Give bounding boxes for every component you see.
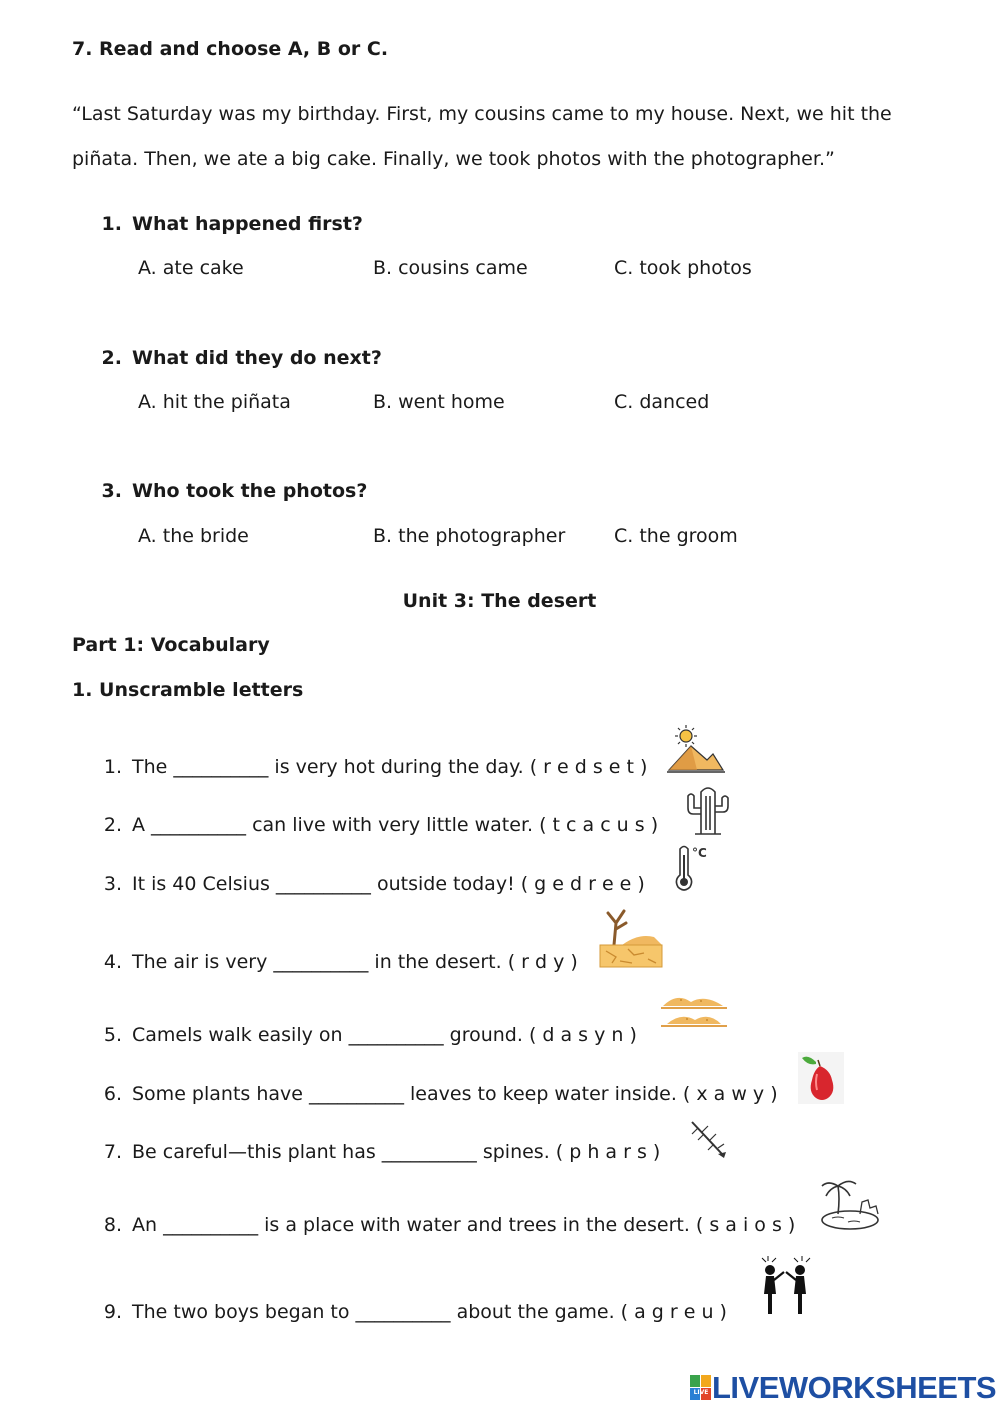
option-c[interactable]: C. took photos [614,257,752,279]
question-text: Who took the photos? [132,480,368,502]
question-number: 3. [101,480,122,502]
waxy-fruit-icon [798,1052,844,1104]
item-number: 5. [103,1024,122,1046]
svg-text:LIVE: LIVE [693,1389,709,1396]
item-sentence: Be careful—this plant has __________ spines. ( p h a r s ) [132,1141,661,1163]
item-sentence: The air is very __________ in the desert. ( r d y ) [132,951,578,973]
passage-line: “Last Saturday was my birthday. First, my cousins came to my house. Next, we hit the [72,103,892,125]
item-number: 6. [103,1083,122,1105]
desert-sun-icon [667,724,725,776]
arguing-boys-icon [756,1254,814,1318]
item-sentence: An __________ is a place with water and trees in the desert. ( s a i o s ) [132,1214,796,1236]
oasis-icon [818,1174,882,1232]
unit-title: Unit 3: The desert [402,590,597,612]
item-sentence: A __________ can live with very little water. ( t c a c u s ) [132,814,659,836]
question-text: What did they do next? [132,347,382,369]
cactus-icon [685,784,731,836]
liveworksheets-logo [690,1370,996,1406]
option-b[interactable]: B. the photographer [373,525,566,547]
sand-dunes-icon [661,990,727,1032]
celsius-label: °C [692,846,707,860]
option-c[interactable]: C. the groom [614,525,738,547]
item-sentence: The two boys began to __________ about the game. ( a g r e u ) [132,1301,727,1323]
question-number: 2. [101,347,122,369]
item-sentence: The __________ is very hot during the day. ( r e d s e t ) [132,756,648,778]
option-a[interactable]: A. hit the piñata [138,391,291,413]
option-b[interactable]: B. cousins came [373,257,528,279]
item-sentence: Camels walk easily on __________ ground. ( d a s y n ) [132,1024,637,1046]
item-sentence: It is 40 Celsius __________ outside today! ( g e d r e e ) [132,873,645,895]
thermometer-icon [673,843,713,893]
item-number: 2. [103,814,122,836]
option-a[interactable]: A. ate cake [138,257,244,279]
item-number: 1. [103,756,122,778]
item-number: 9. [103,1301,122,1323]
item-number: 7. [103,1141,122,1163]
item-number: 4. [103,951,122,973]
section-heading: 7. Read and choose A, B or C. [72,38,389,60]
item-number: 8. [103,1214,122,1236]
item-number: 3. [103,873,122,895]
option-a[interactable]: A. the bride [138,525,249,547]
item-sentence: Some plants have __________ leaves to keep water inside. ( x a w y ) [132,1083,778,1105]
part-heading: Part 1: Vocabulary [72,634,270,656]
option-b[interactable]: B. went home [373,391,505,413]
question-number: 1. [101,213,122,235]
passage-line: piñata. Then, we ate a big cake. Finally, we took photos with the photographer.” [72,148,835,170]
question-text: What happened first? [132,213,363,235]
logo-badge-icon [690,1375,712,1401]
logo-text: LIVEWORKSHEETS [712,1370,997,1405]
sharp-spine-icon [688,1118,730,1160]
exercise-heading: 1. Unscramble letters [72,679,304,701]
dry-land-icon [598,905,664,969]
option-c[interactable]: C. danced [614,391,710,413]
